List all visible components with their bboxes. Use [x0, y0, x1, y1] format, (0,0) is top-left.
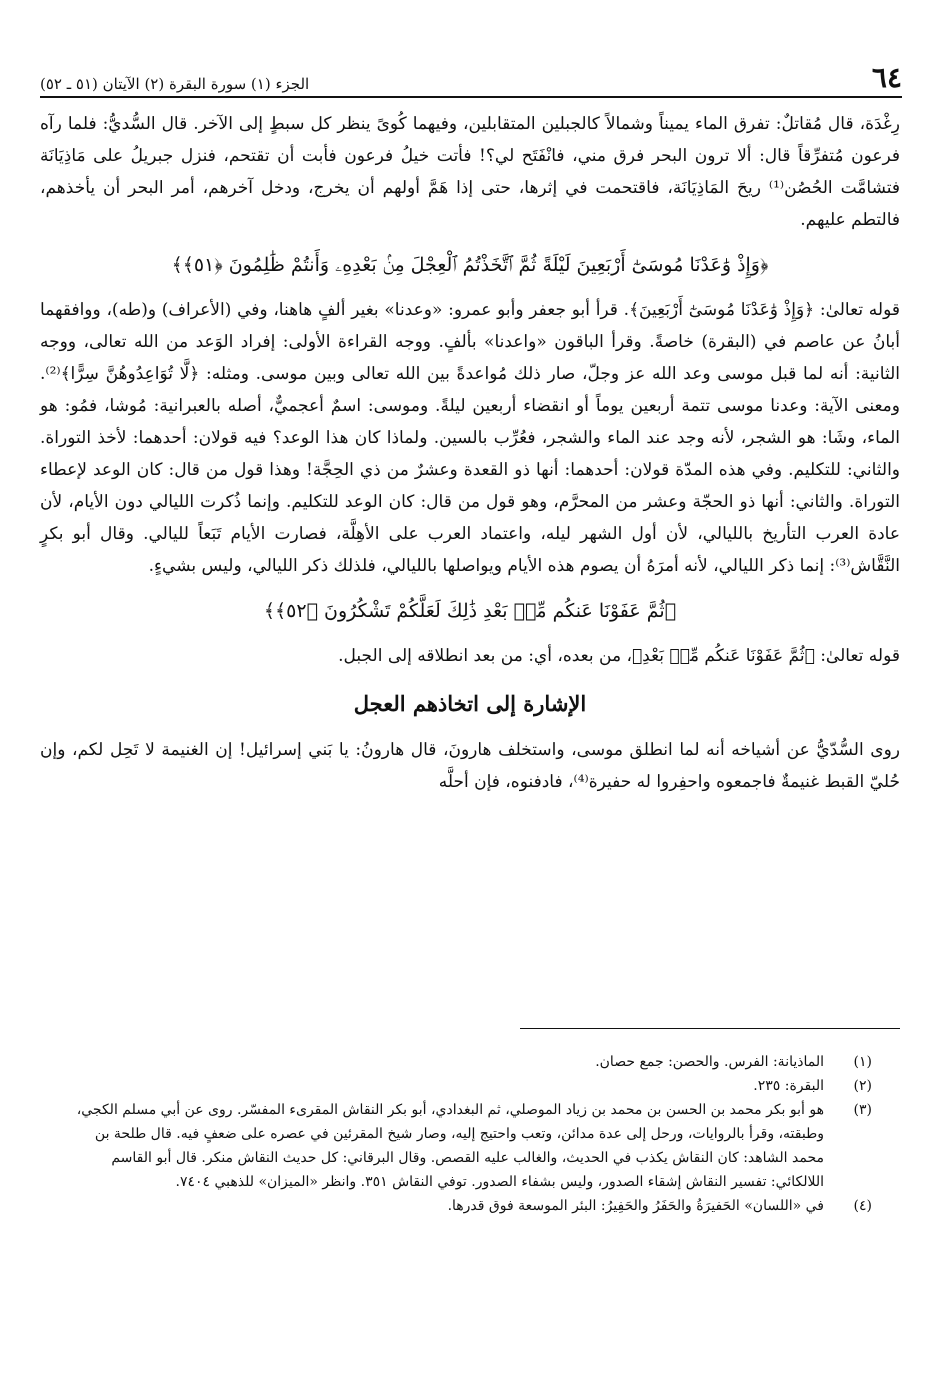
footnote-text: الماذيانة: الفرس. والحصن: جمع حصان.	[595, 1054, 824, 1070]
footnote-number: (٢)	[853, 1078, 872, 1094]
footnote-text: في «اللسان» الحَفيرَةُ والحَفَرُ والحَفِيرُ: البئر الموسعة فوق قدرها.	[447, 1198, 824, 1214]
page-number: ٦٤	[871, 61, 902, 94]
footnote-number: (٣)	[853, 1102, 872, 1118]
footnote-text: البقرة: ٢٣٥.	[753, 1078, 824, 1094]
paragraph-2: قوله تعالىٰ: ﴿وَإِذْ وَٰعَدْنَا مُوسَىٰٓ أَرْبَعِينَ﴾. قرأ أبو جعفر وأبو عمرو: «وعدنا» بغير ألفٍ هاهنا، وفي (الأعراف) و(طه)، ووافقهما أبانُ عن عاصم في (البقرة) خاصةً. وقرأ الباقون «واعدنا» بألفٍ. ووجه القراءة الأولى: إفراد الوَعد من الله تعالى، ووجه الثانية: أنه لما قبل موسى وعد الله عز وجلّ، صار ذلك مُواعدةً بين الله تعالى وبين موسى. ومثله: ﴿لَّا تُوَاعِدُوهُنَّ سِرًّا﴾⁽²⁾. ومعنى الآية: وعدنا موسى تتمة أربعين يوماً أو انقضاء أربعين ليلةً. وموسى: اسمٌ أعجميٌّ، أصله بالعبرانية: مُوشا، فمُو: هو الماء، وشَا: هو الشجر، لأنه وجد عند الماء والشجر، فعُرِّب بالسين. ولماذا كان هذا الوعد؟ فيه قولان: أحدهما: لأخذ التوراة. والثاني: للتكليم. وفي هذه المدّة قولان: أحدهما: أنها ذو القعدة وعشرٌ من ذي الحِجَّة! وهذا قول من قال: كان الوعد لإعطاء التوراة. والثاني: أنها ذو الحجّة وعشر من المحرَّم، وهو قول من قال: كان الوعد للتكليم. وإنما ذُكرت الليالي دون الأيام، لأن عادة العرب التأريخ بالليالي، لأن أول الشهر ليله، واعتماد العرب على الأهِلَّة، فصارت الأيام تَبَعاً لليالي. وقال أبو بكرٍ النَّقَّاش⁽³⁾: إنما ذكر الليالي، لأنه أمرَهُ أن يصوم هذه الأيام ويواصلها بالليالي، فلذلك ذكر الليالي، وليس بشيءٍ.	[40, 300, 900, 576]
paragraph-1: رِغْدَة، قال مُقاتلٌ: تفرق الماء يميناً وشمالاً كالجبلين المتقابلين، وفيهما كُوىً ينظر كل سبطٍ إلى الآخر. قال السُّديُّ: فلما رآه فرعون مُتفرِّقاً قال: ألا ترون البحر فرق مني، فانْفَتَح لي؟! فأتت خيلُ فرعون فأبت أن تقتحم، فنزل جبريلُ على مَاذِيَانَة فتشامَّت الحُصُن⁽¹⁾ ريحَ المَاذِيَانَة، فاقتحمت في إثرها، حتى إذا هَمَّ أولهم أن يخرج، ودخل آخرهم، أمر البحر أن يأخذهم، فالتطم عليهم.	[40, 114, 900, 230]
footnote-3	[60, 1098, 872, 1194]
paragraph-4: روى السُّدّيُّ عن أشياخه أنه لما انطلق موسى، واستخلف هارونَ، قال هارونُ: يا بَني إسرائيل! إن الغنيمة لا تَحِل لكم، وإن حُليّ القبط غنيمةٌ فاجمعوه واحفِروا له حفيرة⁽⁴⁾، فادفنوه، فإن أحلَّه	[40, 740, 900, 792]
footnote-number: (٤)	[853, 1198, 872, 1214]
section-title: الإشارة إلى اتخاذهم العجل	[353, 691, 587, 716]
footnote-2	[60, 1074, 872, 1098]
running-title: الجزء (١) سورة البقرة (٢) الآيتان (٥١ ـ ٥٢)	[40, 75, 310, 93]
page-header	[40, 58, 902, 98]
footnote-text: هو أبو بكر محمد بن الحسن بن محمد بن زياد الموصلي، ثم البغدادي، أبو بكر النقاش المقرىء المفسّر. روى عن أبي مسلم الكجي، وطبقته، وقرأ بالروايات، ورحل إلى عدة مدائن، وتعب واحتيج إليه، وصار شيخ المقرئين في عصره على ضعفٍ فيه. قال طلحة بن محمد الشاهد: كان النقاش يكذب في الحديث، والغالب عليه القصص. وقال البرقاني: كل حديث النقاش منكر. قال أبو القاسم اللالكائي: تفسير النقاش إشقاء الصدور، وليس بشفاء الصدور. توفي النقاش ٣٥١. وانظر «الميزان» للذهبي ٧٤٠٤.	[76, 1102, 824, 1190]
footnote-4	[60, 1194, 872, 1218]
footnotes	[60, 1050, 872, 1218]
quran-verse-51: ﴿وَإِذْ وَٰعَدْنَا مُوسَىٰٓ أَرْبَعِينَ لَيْلَةً ثُمَّ ٱتَّخَذْتُمُ ٱلْعِجْلَ مِنۢ بَعْدِهِۦ وَأَنتُمْ ظَٰلِمُونَ ﴿٥١﴾﴾	[171, 254, 769, 276]
footnote-1	[60, 1050, 872, 1074]
quran-verse-52: ﴿ثُمَّ عَفَوْنَا عَنكُم مِّنۢ بَعْدِ ذَٰلِكَ لَعَلَّكُمْ تَشْكُرُونَ ﴿٥٢﴾﴾	[263, 600, 677, 622]
footnote-divider	[520, 1028, 900, 1029]
paragraph-3: قوله تعالىٰ: ﴿ثُمَّ عَفَوْنَا عَنكُم مِّنۢ بَعْدِ﴾، من بعده، أي: من بعد انطلاقه إلى الجبل.	[338, 646, 900, 666]
main-text	[40, 108, 900, 798]
footnote-number: (١)	[853, 1054, 872, 1070]
